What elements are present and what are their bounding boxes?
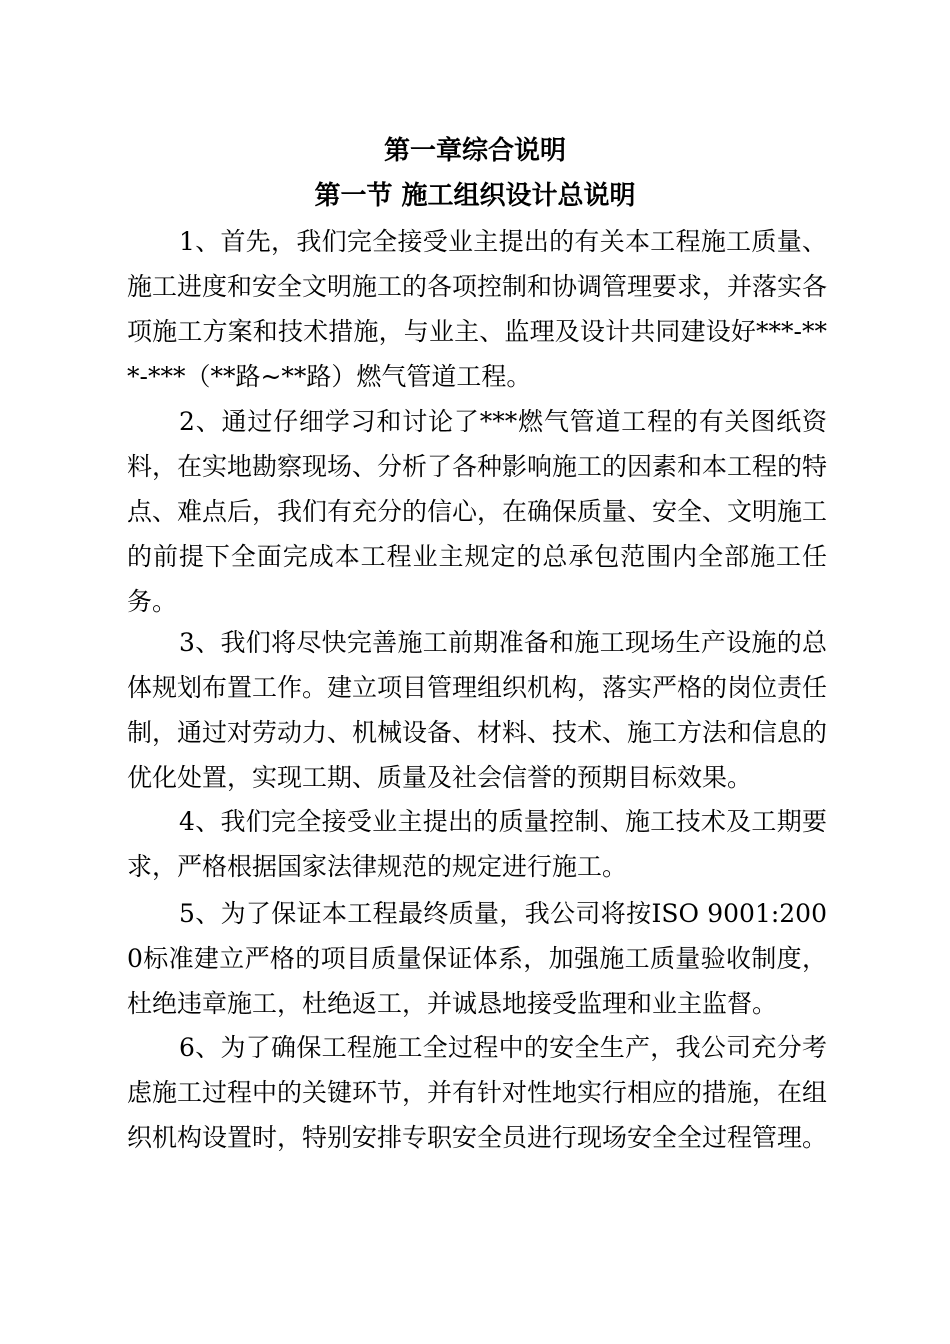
paragraph-2: 2、通过仔细学习和讨论了***燃气管道工程的有关图纸资料，在实地勘察现场、分析了各种影响施工的因素和本工程的特点、难点后，我们有充分的信心，在确保质量、安全、文明施工的前提下全面完成本工程业主规定的总承包范围内全部施工任务。 [127, 407, 828, 616]
paragraph-4: 4、我们完全接受业主提出的质量控制、施工技术及工期要求，严格根据国家法律规范的规定进行施工。 [127, 807, 827, 881]
section-title: 第一节 施工组织设计总说明 [314, 181, 636, 211]
paragraph-6: 6、为了确保工程施工全过程中的安全生产，我公司充分考虑施工过程中的关键环节，并有针对性地实行相应的措施，在组织机构设置时，特别安排专职安全员进行现场安全全过程管理。 [127, 1033, 828, 1152]
chapter-title: 第一章综合说明 [383, 136, 566, 166]
paragraph-1: 1、首先，我们完全接受业主提出的有关本工程施工质量、施工进度和安全文明施工的各项控制和协调管理要求，并落实各项施工方案和技术措施，与业主、监理及设计共同建设好***-***-***（**路~**路）燃气管道工程。 [127, 227, 828, 391]
paragraph-3: 3、我们将尽快完善施工前期准备和施工现场生产设施的总体规划布置工作。建立项目管理组织机构，落实严格的岗位责任制，通过对劳动力、机械设备、材料、技术、施工方法和信息的优化处置，实现工期、质量及社会信誉的预期目标效果。 [127, 628, 828, 792]
paragraph-5: 5、为了保证本工程最终质量，我公司将按ISO 9001:2000标准建立严格的项目质量保证体系，加强施工质量验收制度，杜绝违章施工，杜绝返工，并诚恳地接受监理和业主监督。 [127, 899, 827, 1018]
